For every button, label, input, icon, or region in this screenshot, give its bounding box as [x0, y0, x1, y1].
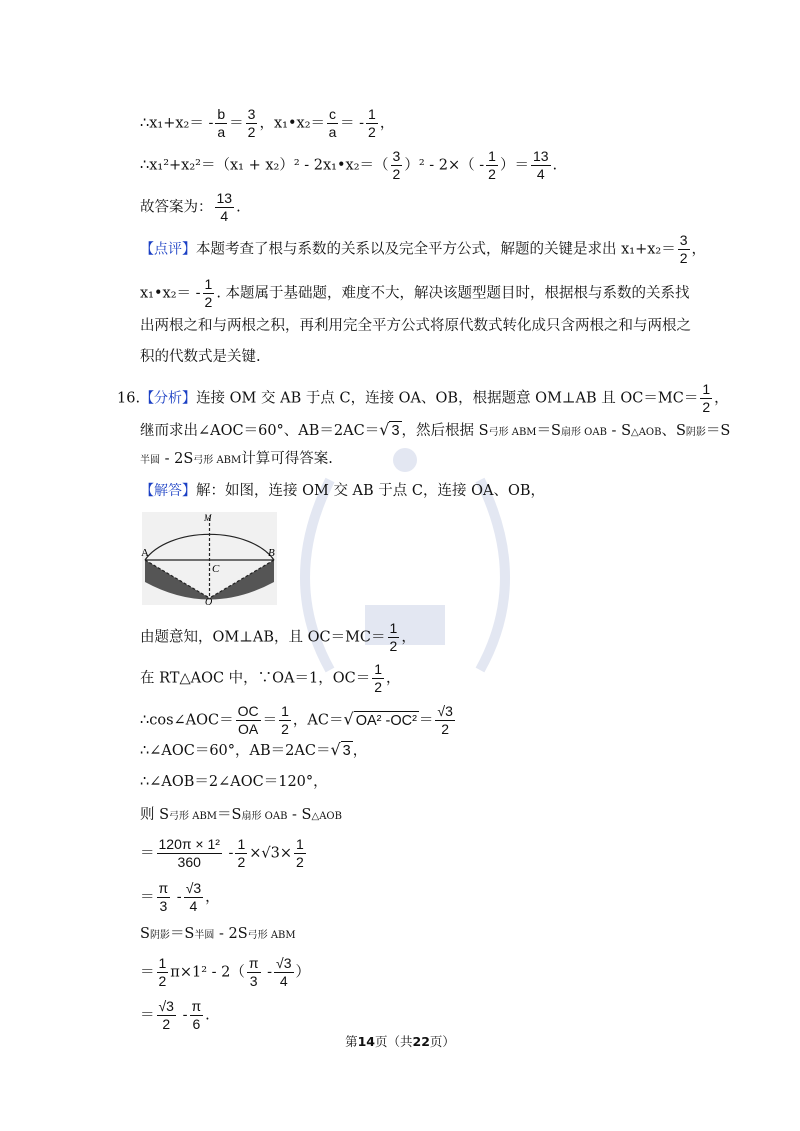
step-perpendicular: 由题意知，OM⊥AB，且 OC＝MC＝ $\frac{1}{2}$ ， — [140, 620, 416, 654]
answer-paragraph: 【解答】解：如图，连接 OM 交 AB 于点 C，连接 OA、OB， — [140, 483, 546, 499]
step-area-calc-1: ＝ $\frac{\text{120π × 1²}}{360}$ - $\frac{1}{2}$ ×√3× $\frac{1}{2}$ — [140, 836, 304, 870]
step-right-triangle: 在 RT△AOC 中，∵OA＝1，OC＝ $\frac{1}{2}$ ， — [140, 661, 401, 695]
review-line-4: 积的代数式是关键. — [140, 349, 261, 365]
step-area-calc-2: ＝ $\frac{\pi}{3}$ - $\frac{√3}{4}$ ， — [140, 880, 220, 914]
label-C: C — [212, 563, 220, 575]
answer-tag: 【解答】 — [140, 483, 196, 499]
step-cos: ∴cos∠AOC＝ $\frac{OC}{OA}$ ＝ $\frac{1}{2}$ ，AC＝√ OA² -OC² ＝ $\frac{√3}{2}$ — [140, 703, 453, 737]
step-segment-area: 则 S弓形 ABM＝S扇形 OAB - S△AOB — [140, 807, 342, 823]
review-line-3: 出两根之和与两根之积，再利用完全平方公式将原代数式转化成只含两根之和与两根之 — [140, 318, 691, 334]
review-paragraph: 【点评】本题考查了根与系数的关系以及完全平方公式，解题的关键是求出 x₁+x₂＝ $\frac{3}{2}$ ， — [140, 232, 707, 266]
step-shaded-area: S阴影＝S半圆 - 2S弓形 ABM — [140, 926, 296, 942]
step-angle: ∴∠AOC＝60°，AB＝2AC＝√ 3 ， — [140, 740, 368, 759]
formula-square-sum: ∴x₁²+x₂²＝（x₁ + x₂）² - 2x₁•x₂＝（ $\frac{3}{2}$ ）² - 2×（ - $\frac{1}{2}$ ）＝ $\frac{13}{4}$ . — [140, 148, 558, 182]
analysis-line-3: 半圆 - 2S弓形 ABM计算可得答案. — [140, 451, 333, 467]
label-O: O — [205, 597, 213, 608]
step-shaded-result: ＝ $\frac{√3}{2}$ - $\frac{\pi}{6}$ . — [140, 998, 210, 1032]
label-M: M — [204, 513, 212, 523]
analysis-paragraph: 16.【分析】连接 OM 交 AB 于点 C，连接 OA、OB，根据题意 OM⊥AB 且 OC＝MC＝ $\frac{1}{2}$ ， — [117, 381, 729, 415]
label-A: A — [141, 547, 149, 559]
step-shaded-calc-1: ＝ $\frac{1}{2}$ π×1² - 2（ $\frac{\pi}{3}$ - $\frac{√3}{4}$ ） — [140, 955, 311, 989]
current-page: 14 — [357, 1034, 375, 1049]
review-line-2: x₁•x₂＝ - $\frac{1}{2}$ . 本题属于基础题，难度不大，解决该题型题目时，根据根与系数的关系找 — [140, 276, 690, 310]
formula-sum-product: ∴x₁+x₂＝ - $\frac{b}{a}$ ＝ $\frac{3}{2}$ ，x₁•x₂＝ $\frac{c}{a}$ ＝ - $\frac{1}{2}$ ， — [140, 106, 395, 140]
page-footer: 第14页（共22页） — [345, 1034, 455, 1049]
geometry-figure — [141, 512, 277, 608]
watermark — [270, 430, 540, 700]
question-number: 16. — [117, 390, 141, 407]
step-angle-aob: ∴∠AOB＝2∠AOC＝120°， — [140, 774, 328, 790]
total-pages: 22 — [412, 1034, 430, 1049]
analysis-tag: 【分析】 — [140, 390, 197, 407]
review-tag: 【点评】 — [140, 241, 196, 258]
analysis-line-2: 继而求出∠AOC＝60°、AB＝2AC＝√ 3 ，然后根据 S弓形 ABM＝S扇形 OAB - S△AOB、S阴影＝S — [140, 420, 731, 439]
answer-line: 故答案为： $\frac{13}{4}$ . — [140, 190, 241, 224]
label-B: B — [268, 547, 275, 559]
